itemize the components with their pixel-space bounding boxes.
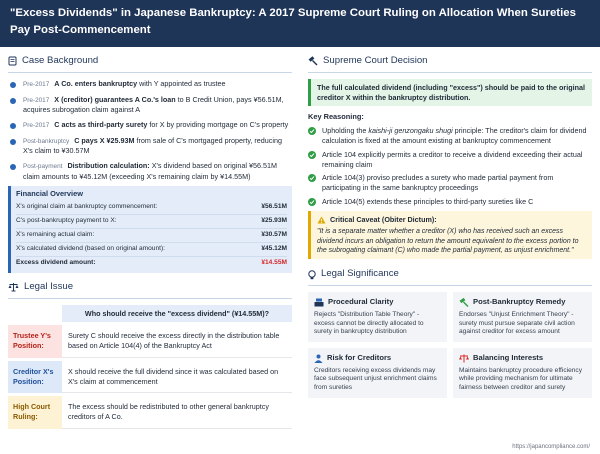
timeline — [8, 79, 292, 181]
key-reasoning-title: Key Reasoning: — [308, 112, 364, 122]
timeline-dot-icon — [10, 139, 16, 145]
footer-url[interactable]: https://japancompliance.com/ — [512, 443, 590, 450]
timeline-item: Pre-2017 X (creditor) guarantees A Co.'s loan to B Credit Union, pays ¥56.51M, acquires subrogation claim against A — [8, 95, 292, 115]
check-circle-icon — [308, 151, 316, 159]
page-title: "Excess Dividends" in Japanese Bankruptcy: A 2017 Supreme Court Ruling on Allocation When Sureties Pay Post-Commencement — [10, 7, 576, 36]
significance-card: Post-Bankruptcy Remedy Endorses "Unjust Enrichment Theory" - surety must pursue separate civil action against creditor for excess amount — [453, 292, 592, 342]
reasoning-item: Article 104(5) extends these principles to third-party sureties like C — [308, 197, 592, 207]
reasoning-item: Upholding the kaishi-ji genzongaku shugi principle: The creditor's claim for dividend calculation is fixed at the amount existing at bankruptcy commencement — [308, 126, 592, 145]
significance-card: Balancing Interests Maintains bankruptcy procedure efficiency while providing mechanism for ultimate fairness between creditor and surety — [453, 348, 592, 398]
financial-row-total: Excess dividend amount: ¥14.55M — [16, 258, 287, 266]
hammer-icon — [308, 56, 318, 66]
reasoning-item: Article 104(3) proviso precludes a surety who made partial payment from participating in the same bankruptcy proceedings — [308, 173, 592, 192]
page-header — [0, 0, 600, 47]
timeline-dot-icon — [10, 82, 16, 88]
financial-overview — [8, 186, 292, 272]
warning-icon — [317, 216, 326, 224]
decision-holding: The full calculated dividend (including "excess") should be paid to the original creditor X within the bankruptcy distribution. — [308, 79, 592, 106]
left-column — [0, 47, 300, 429]
case-background-heading: Case Background — [8, 55, 292, 73]
timeline-item: Post-payment Distribution calculation: X's dividend based on original ¥56.51M claim amounts to ¥45.12M (exceeding X's remaining claim by ¥14.55M) — [8, 161, 292, 181]
significance-grid — [308, 292, 592, 398]
timeline-dot-icon — [10, 164, 16, 170]
timeline-item: Pre-2017 C acts as third-party surety for X by providing mortgage on C's property — [8, 120, 292, 131]
check-circle-icon — [308, 198, 316, 206]
balance-icon — [459, 354, 469, 363]
lightbulb-icon — [308, 270, 316, 280]
issue-question: Who should receive the "excess dividend" (¥14.55M)? — [62, 305, 292, 323]
supreme-court-decision-heading: Supreme Court Decision — [308, 55, 592, 73]
financial-row: X's remaining actual claim: ¥30.57M — [16, 229, 287, 243]
financial-overview-title: Financial Overview — [16, 189, 83, 199]
check-circle-icon — [308, 174, 316, 182]
financial-row: C's post-bankruptcy payment to X: ¥25.93M — [16, 215, 287, 229]
gavel-icon — [314, 298, 324, 307]
position-row-high-court: High Court Ruling: The excess should be redistributed to other general bankruptcy creditors of A Co. — [8, 396, 292, 428]
legal-significance-heading: Legal Significance — [308, 268, 592, 286]
timeline-dot-icon — [10, 123, 16, 129]
position-row-trustee: Trustee Y's Position: Surety C should receive the excess directly in the distribution table based on Article 104(4) of the Bankruptcy Act — [8, 325, 292, 357]
legal-issue-heading: Legal Issue — [8, 281, 292, 299]
position-row-creditor: Creditor X's Position: X should receive the full dividend since it was calculated based on X's claim at commencement — [8, 361, 292, 393]
reasoning-item: Article 104 explicitly permits a creditor to receive a dividend exceeding their actual remaining claim — [308, 150, 592, 169]
caveat-quote: "It is a separate matter whether a creditor (X) who has received such an excess dividend incurs an obligation to return the amount equivalent to the excess portion to the subrogating claimant (C) who made the partial payment, as unjust enrichment." — [317, 228, 579, 254]
scales-icon — [8, 282, 19, 292]
issue-question-row — [8, 305, 292, 323]
hammer-icon — [459, 298, 469, 307]
scroll-icon — [8, 56, 17, 66]
financial-row: X's original claim at bankruptcy commencement: ¥56.51M — [16, 201, 287, 215]
significance-card: Risk for Creditors Creditors receiving excess dividends may face subsequent unjust enrichment claims from sureties — [308, 348, 447, 398]
significance-card: Procedural Clarity Rejects "Distribution Table Theory" - excess cannot be directly allocated to surety in bankruptcy distribution — [308, 292, 447, 342]
timeline-dot-icon — [10, 98, 16, 104]
right-column — [300, 47, 600, 398]
financial-row: X's calculated dividend (based on original amount): ¥45.12M — [16, 243, 287, 257]
timeline-item: Post-bankruptcy C pays X ¥25.93M from sale of C's mortgaged property, reducing X's claim to ¥30.57M — [8, 136, 292, 156]
critical-caveat: Critical Caveat (Obiter Dictum): "It is a separate matter whether a creditor (X) who has received such an excess dividend incurs an obligation to return the amount equivalent to the excess portion to the subrogating claimant (C) who made the partial payment, as unjust enrichment." — [308, 211, 592, 259]
person-icon — [314, 354, 323, 363]
content-area — [0, 47, 600, 454]
check-circle-icon — [308, 127, 316, 135]
timeline-item: Pre-2017 A Co. enters bankruptcy with Y appointed as trustee — [8, 79, 292, 90]
